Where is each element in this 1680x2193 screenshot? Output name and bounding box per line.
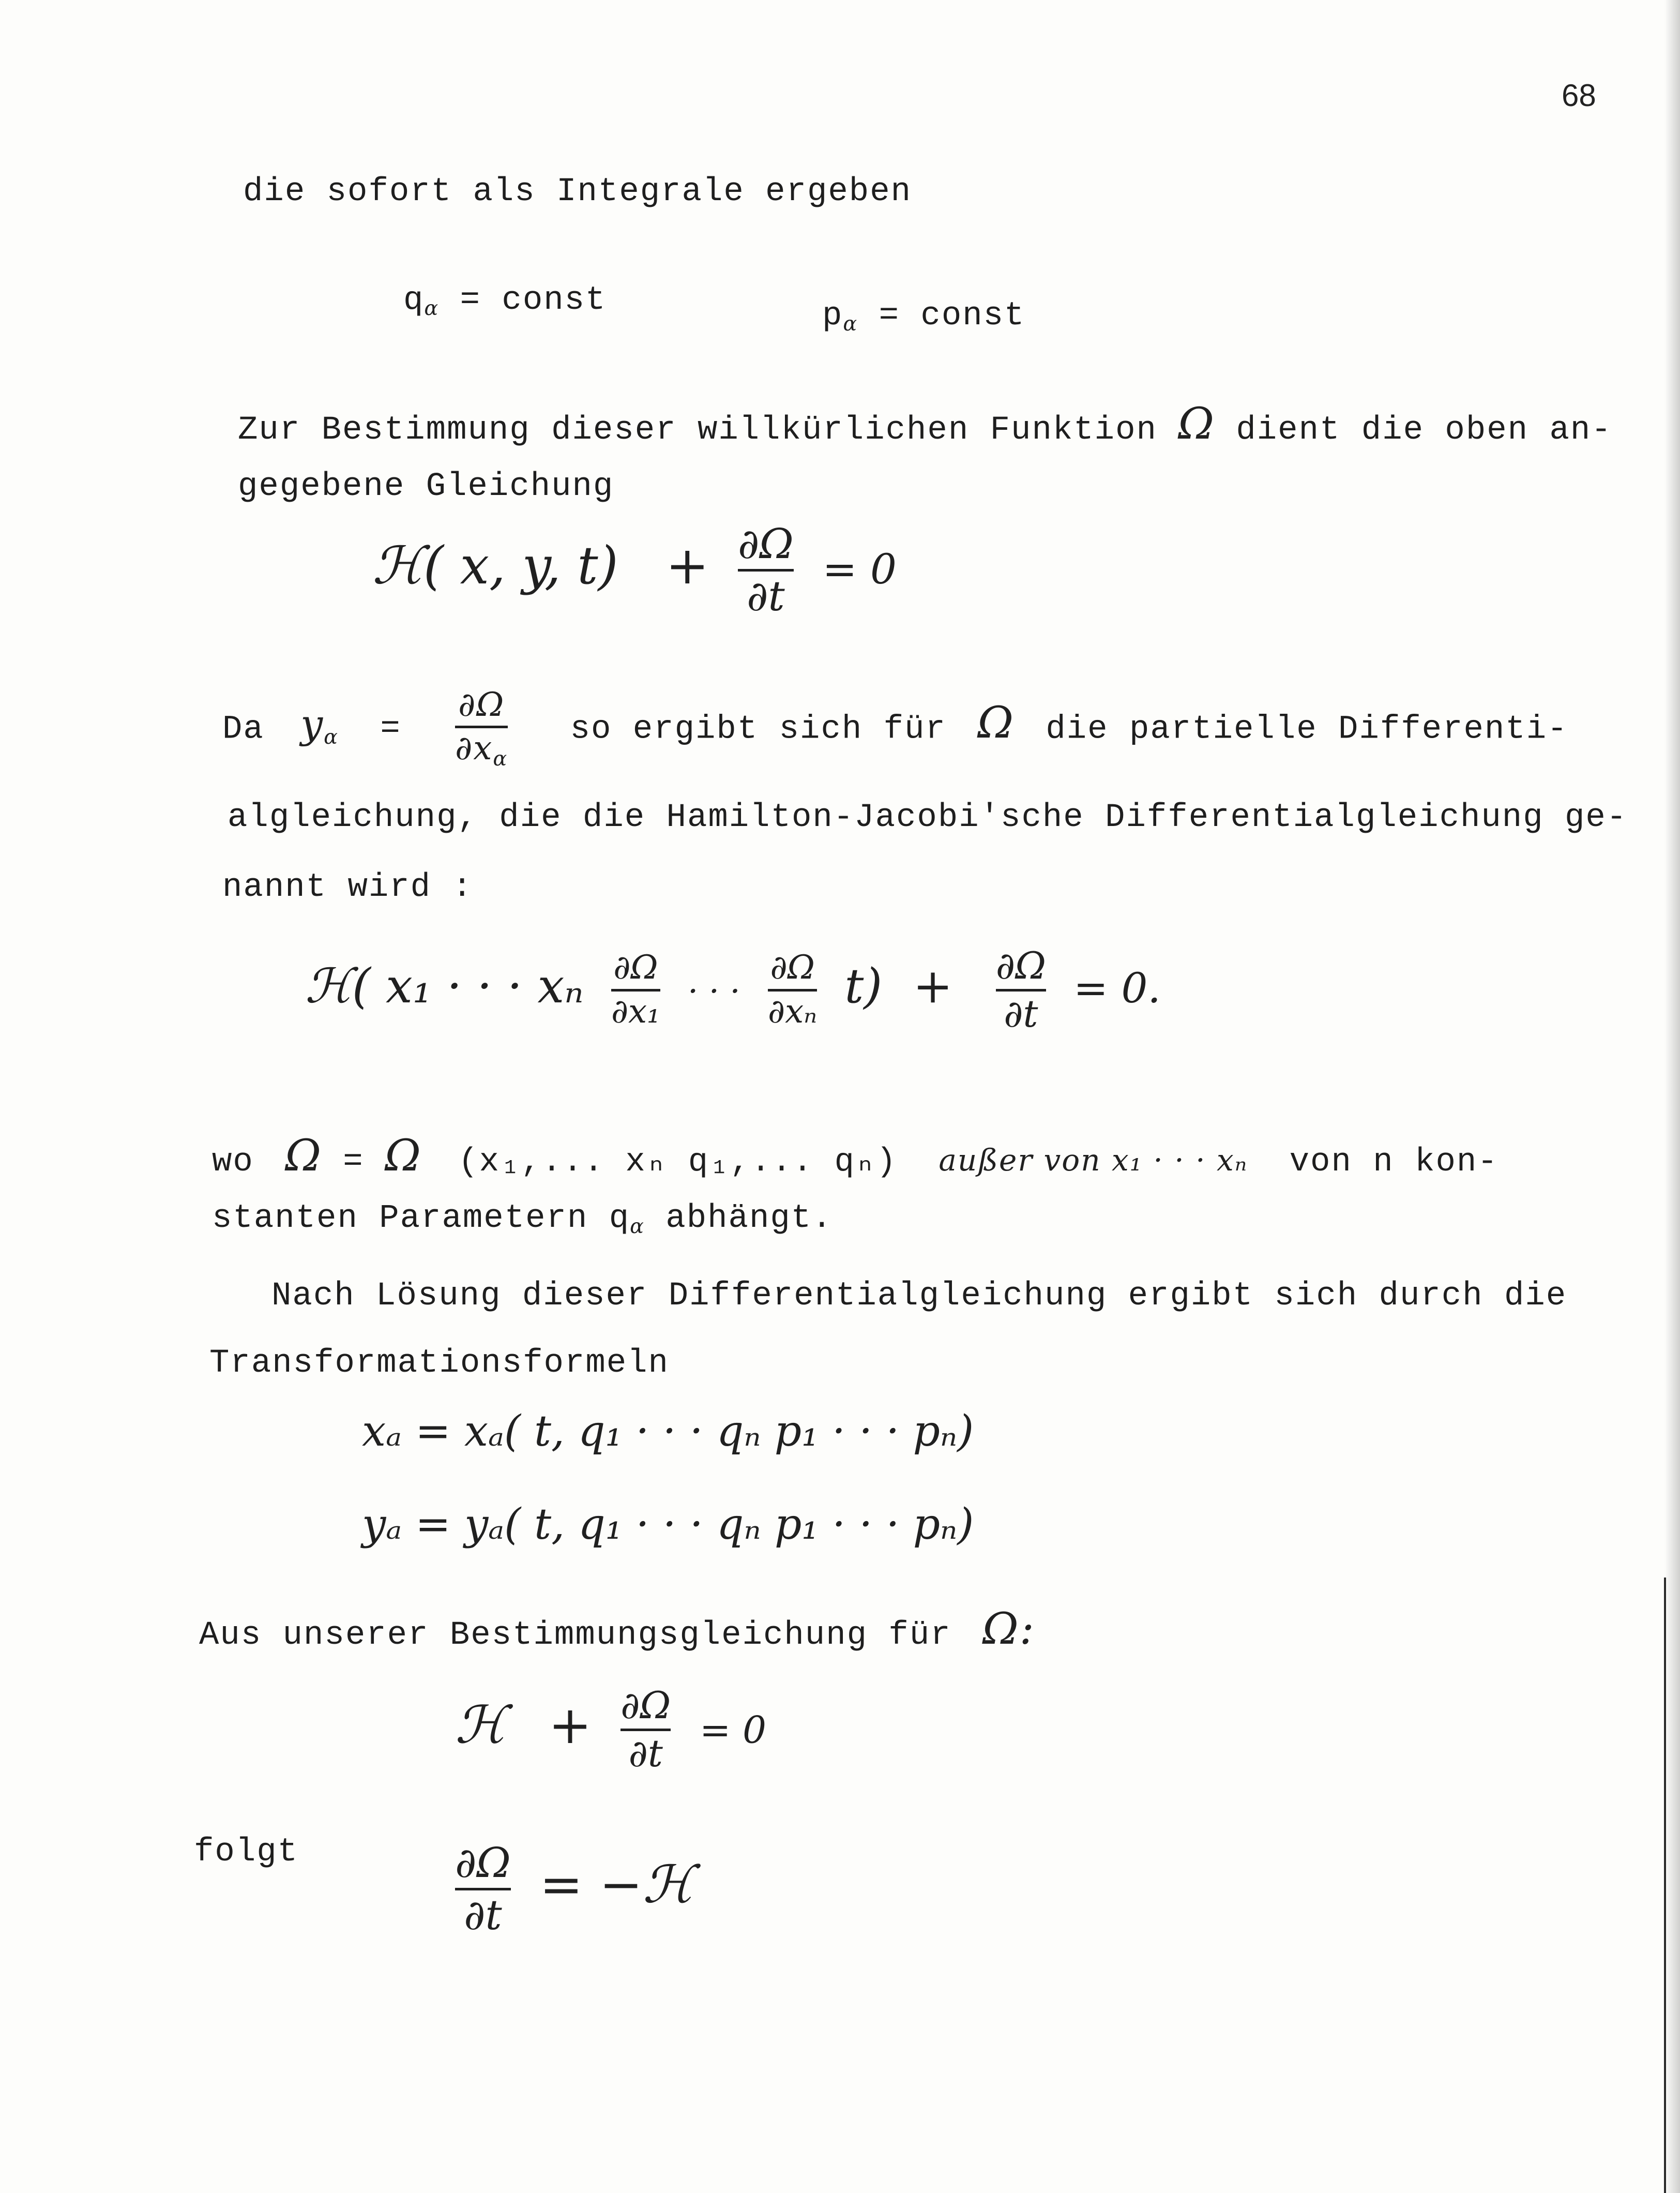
text-line [222, 688, 1568, 770]
equation-p-const [822, 297, 1025, 336]
alpha-subscript: α [630, 1214, 645, 1238]
fraction-denominator: ∂t [464, 1891, 502, 1939]
q-symbol: q [403, 282, 425, 319]
text-line: algleichung, die die Hamilton-Jacobi'sche Differentialgleichung ge- [228, 799, 1628, 836]
fraction-bar [768, 989, 817, 992]
fraction [738, 522, 794, 618]
text-segment: stanten Parametern q [212, 1200, 630, 1237]
hamiltonian-expression: ℋ( x, y, t) [372, 535, 618, 596]
text-line [238, 398, 1612, 449]
text-line: folgt [194, 1834, 299, 1871]
fraction-bar [738, 569, 794, 572]
text-line: gegebene Gleichung [238, 468, 614, 505]
equals-zero: = 0. [1073, 964, 1161, 1012]
text-segment: Aus unserer Bestimmungsgleichung für [199, 1617, 951, 1654]
plus-sign: + [665, 535, 709, 596]
den-subscript: α [493, 747, 508, 771]
y-symbol: y [300, 701, 324, 747]
equation-h-plus [455, 1686, 766, 1773]
equation-q-const [403, 282, 606, 320]
equation-rest: = const [460, 282, 607, 319]
equation-hamilton [372, 522, 897, 618]
text-line: nannt wird : [222, 869, 473, 906]
equation-hamilton-jacobi [305, 944, 1161, 1035]
text-segment: Da [222, 711, 264, 748]
fraction [620, 1686, 671, 1773]
fraction [455, 1841, 511, 1937]
text-line: Nach Lösung dieser Differentialgleichung ergibt sich durch die [271, 1278, 1567, 1315]
equation-rest: = const [879, 297, 1025, 335]
text-segment: von n kon- [1289, 1144, 1499, 1181]
omega-symbol: Ω [385, 1130, 422, 1181]
hamiltonian-symbol: ℋ [455, 1694, 506, 1755]
plus-sign: + [548, 1694, 592, 1755]
text-segment: Zur Bestimmung dieser willkürlichen Funktion [238, 412, 1157, 449]
fraction-denominator: ∂xₙ [768, 992, 818, 1031]
fraction-denominator: ∂t [1004, 992, 1038, 1035]
fraction-numerator: ∂Ω [458, 686, 505, 724]
fraction-numerator: ∂Ω [995, 944, 1046, 987]
fraction-numerator: ∂Ω [737, 520, 794, 568]
text-segment: die partielle Differenti- [1046, 711, 1568, 748]
fraction [611, 951, 660, 1029]
ellipsis: · · · [688, 972, 740, 1011]
equals-minus-h: = −ℋ [539, 1854, 694, 1915]
text-segment: dient die oben an- [1236, 412, 1612, 449]
equals-sign: = [380, 711, 401, 748]
text-line [212, 1200, 833, 1238]
fraction-denominator: ∂t [747, 572, 785, 620]
alpha-subscript: α [324, 725, 339, 749]
fraction-bar [620, 1729, 671, 1731]
equals-zero: = 0 [699, 1708, 766, 1752]
fraction [995, 944, 1046, 1035]
plus-sign: + [913, 958, 953, 1014]
fraction [455, 688, 508, 770]
omega-symbol: Ω [977, 697, 1015, 748]
transformation-formula-y: yₐ = yₐ( t, q₁ · · · qₙ p₁ · · · pₙ) [362, 1500, 974, 1549]
omega-symbol: Ω [285, 1130, 322, 1181]
hamiltonian-expression: ℋ( x₁ · · · xₙ [305, 958, 584, 1014]
fraction-numerator: ∂Ω [455, 1839, 511, 1887]
text-segment: so ergibt sich für [570, 711, 946, 748]
equals-sign: = [343, 1144, 364, 1181]
omega-symbol: Ω [1178, 398, 1215, 449]
fraction-numerator: ∂Ω [770, 949, 815, 987]
fraction-denominator: ∂t [628, 1731, 663, 1775]
text-segment: wo [212, 1144, 254, 1181]
transformation-formula-x: xₐ = xₐ( t, q₁ · · · qₙ p₁ · · · pₙ) [362, 1407, 974, 1456]
den-text: ∂x [455, 729, 493, 768]
fraction-bar [455, 1888, 511, 1890]
fraction-denominator [455, 731, 508, 770]
fraction-bar [996, 989, 1046, 992]
fraction-bar [611, 989, 660, 992]
fraction-bar [455, 726, 508, 728]
equation-result [455, 1841, 694, 1937]
alpha-subscript: α [424, 296, 440, 320]
page-number: 68 [1562, 78, 1596, 113]
fraction [768, 951, 817, 1029]
alpha-subscript: α [843, 311, 858, 336]
text-segment: abhängt. [665, 1200, 833, 1237]
p-symbol: p [822, 297, 843, 335]
page-shadow [1664, 0, 1680, 2193]
fraction-denominator: ∂x₁ [611, 992, 660, 1031]
equals-zero: = 0 [822, 545, 897, 594]
closing-expression: t) [844, 958, 883, 1014]
handwritten-insertion: außer von x₁ · · · xₙ [939, 1143, 1248, 1178]
omega-arguments: (x₁,... xₙ q₁,... qₙ) [458, 1144, 897, 1181]
fraction-numerator: ∂Ω [620, 1684, 671, 1727]
text-line [199, 1603, 1035, 1654]
text-line [212, 1130, 1499, 1181]
fraction-numerator: ∂Ω [613, 949, 658, 987]
omega-symbol: Ω: [982, 1603, 1035, 1654]
text-line: die sofort als Integrale ergeben [243, 173, 912, 211]
text-line: Transformationsformeln [209, 1345, 669, 1382]
